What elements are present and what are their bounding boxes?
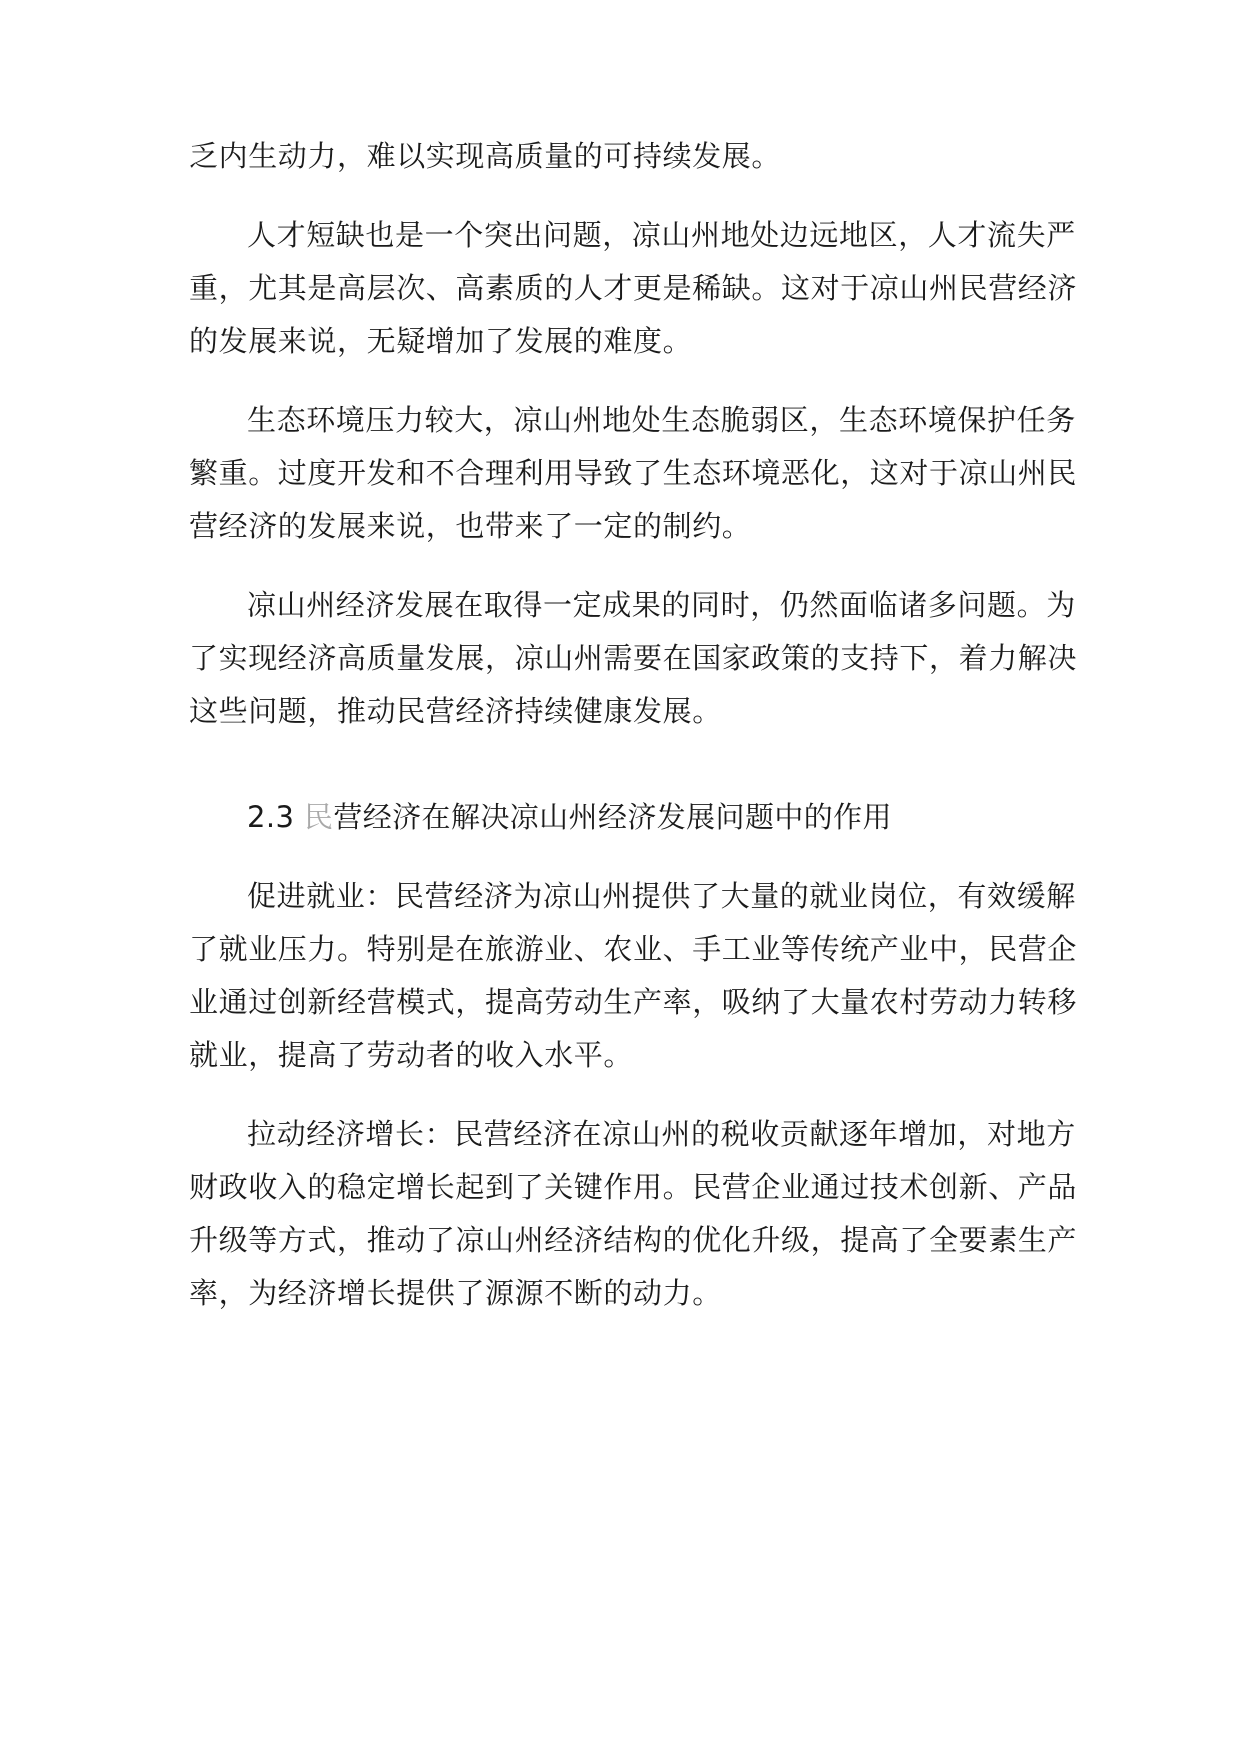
paragraph-line: 乏内生动力，难以实现高质量的可持续发展。 [189, 139, 782, 173]
paragraph-line: 繁重。过度开发和不合理利用导致了生态环境恶化，这对于凉山州民 [189, 456, 1078, 490]
paragraph-line: 了实现经济高质量发展，凉山州需要在国家政策的支持下，着力解决 [189, 641, 1078, 675]
paragraph-line: 升级等方式，推动了凉山州经济结构的优化升级，提高了全要素生产 [189, 1223, 1078, 1257]
paragraph-line: 了就业压力。特别是在旅游业、农业、手工业等传统产业中，民营企 [189, 932, 1078, 966]
paragraph-line: 业通过创新经营模式，提高劳动生产率，吸纳了大量农村劳动力转移 [189, 985, 1078, 1019]
paragraph-line: 的发展来说，无疑增加了发展的难度。 [189, 324, 693, 358]
paragraph-line: 拉动经济增长：民营经济在凉山州的税收贡献逐年增加，对地方 [247, 1117, 1076, 1151]
paragraph-line: 率，为经济增长提供了源源不断的动力。 [189, 1276, 722, 1310]
section-title-first-char: 民 [303, 800, 334, 834]
paragraph-line: 凉山州经济发展在取得一定成果的同时，仍然面临诸多问题。为 [247, 588, 1076, 622]
section-heading [189, 797, 1113, 837]
section-title: 营经济在解决凉山州经济发展问题中的作用 [333, 800, 892, 834]
paragraph-line: 这些问题，推动民营经济持续健康发展。 [189, 694, 722, 728]
paragraph-line: 就业，提高了劳动者的收入水平。 [189, 1038, 634, 1072]
paragraph-line: 促进就业：民营经济为凉山州提供了大量的就业岗位，有效缓解 [247, 879, 1076, 913]
paragraph-line: 生态环境压力较大，凉山州地处生态脆弱区，生态环境保护任务 [247, 403, 1076, 437]
paragraph-line: 营经济的发展来说，也带来了一定的制约。 [189, 509, 752, 543]
paragraph-line: 重，尤其是高层次、高素质的人才更是稀缺。这对于凉山州民营经济 [189, 271, 1078, 305]
paragraph-line: 财政收入的稳定增长起到了关键作用。民营企业通过技术创新、产品 [189, 1170, 1078, 1204]
document-page [189, 0, 1078, 1754]
paragraph-line: 人才短缺也是一个突出问题，凉山州地处边远地区，人才流失严 [247, 218, 1076, 252]
section-number: 2.3 [247, 800, 295, 834]
